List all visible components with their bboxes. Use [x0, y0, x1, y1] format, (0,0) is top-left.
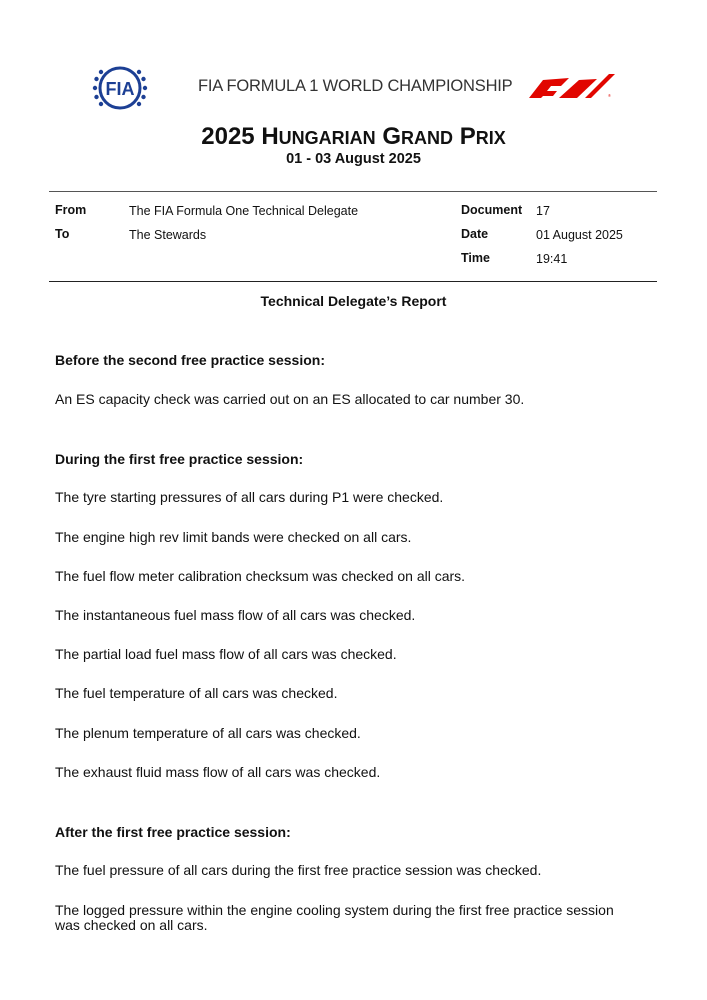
report-item: The tyre starting pressures of all cars during P1 were checked.: [55, 489, 444, 505]
section-heading: During the first free practice session:: [55, 451, 304, 467]
report-title: Technical Delegate’s Report: [260, 293, 447, 309]
event-title-word-2-cap: G: [382, 123, 402, 150]
report-item: An ES capacity check was carried out on an ES allocated to car number 30.: [55, 391, 525, 407]
document-value: 17: [536, 204, 550, 218]
report-item: The plenum temperature of all cars was checked.: [55, 725, 361, 741]
event-title-word-3-rest: RIX: [475, 128, 506, 148]
date-value: 01 August 2025: [536, 228, 623, 242]
fia-logo: [90, 66, 150, 110]
to-label: To: [55, 227, 70, 241]
fia-logo-text: FIA: [105, 79, 135, 99]
event-dates: 01 - 03 August 2025: [286, 151, 421, 167]
time-value: 19:41: [536, 252, 568, 266]
report-item: The fuel temperature of all cars was checked.: [55, 685, 338, 701]
svg-text:®: ®: [608, 93, 611, 98]
section-heading: After the first free practice session:: [55, 824, 291, 840]
championship-title: FIA FORMULA 1 WORLD CHAMPIONSHIP: [198, 77, 513, 95]
report-item: The instantaneous fuel mass flow of all cars was checked.: [55, 607, 416, 623]
f1-logo: [529, 74, 615, 98]
report-item: The partial load fuel mass flow of all cars was checked.: [55, 646, 397, 662]
from-value: The FIA Formula One Technical Delegate: [129, 204, 359, 218]
event-title-word-2-rest: RAND: [401, 128, 454, 148]
event-title: [0, 123, 707, 151]
header-divider-top: [49, 191, 657, 192]
report-item: The exhaust fluid mass flow of all cars was checked.: [55, 764, 381, 780]
time-label: Time: [461, 251, 490, 265]
event-title-year: 2025: [201, 123, 255, 150]
report-item: The engine high rev limit bands were checked on all cars.: [55, 529, 412, 545]
event-title-word-1-cap: H: [261, 123, 279, 150]
event-title-word-1-rest: UNGARIAN: [278, 128, 376, 148]
document-label: Document: [461, 203, 523, 217]
report-item: The fuel pressure of all cars during the first free practice session was checked.: [55, 862, 542, 878]
from-label: From: [55, 203, 87, 217]
report-item: The logged pressure within the engine cooling system during the first free practice session was checked on all cars.: [55, 902, 614, 933]
to-value: The Stewards: [129, 228, 207, 242]
section-heading: Before the second free practice session:: [55, 352, 325, 368]
date-label: Date: [461, 227, 489, 241]
header-divider-bottom: [49, 281, 657, 282]
report-item: The fuel flow meter calibration checksum was checked on all cars.: [55, 568, 466, 584]
event-title-word-3-cap: P: [459, 123, 476, 150]
